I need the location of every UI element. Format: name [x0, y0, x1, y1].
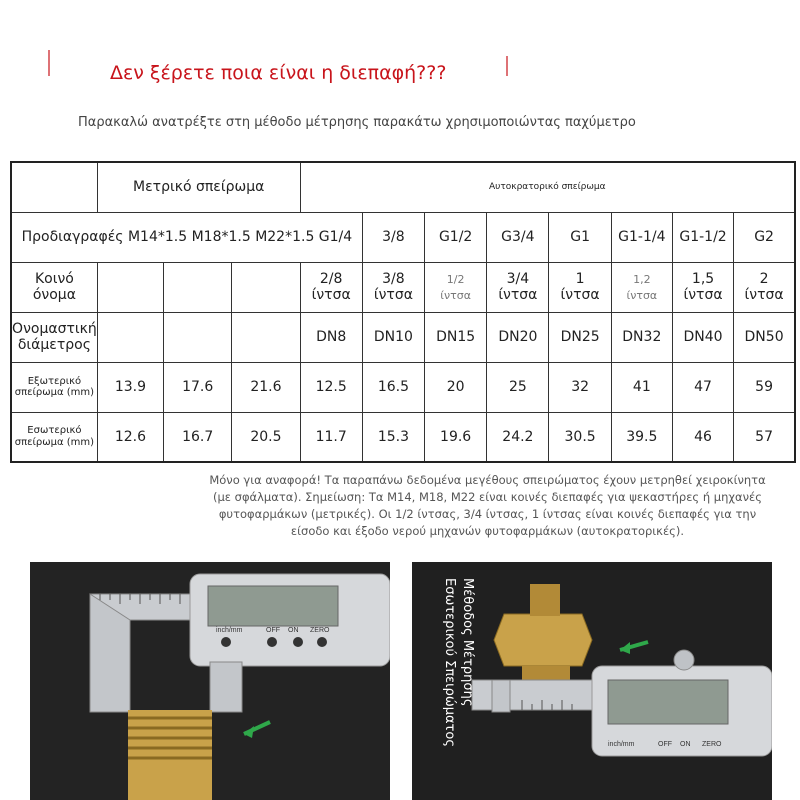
inner-cell: 15.3 [362, 412, 424, 462]
inner-cell: 39.5 [611, 412, 672, 462]
nominal-row-label: Ονομαστική διάμετρος [11, 312, 97, 362]
brass-hex-fitting [494, 614, 592, 666]
nominal-cell: DN32 [611, 312, 672, 362]
empty-cell [164, 262, 232, 312]
inner-cell: 19.6 [425, 412, 487, 462]
common-cell: 2 ίντσα [734, 262, 795, 312]
outer-cell: 17.6 [164, 362, 232, 412]
nominal-cell: DN40 [672, 312, 733, 362]
common-cell: 3/4 ίντσα [487, 262, 549, 312]
nominal-cell: DN8 [300, 312, 362, 362]
inner-cell: 11.7 [300, 412, 362, 462]
group-imperial-header: Αυτοκρατορικό σπείρωμα [300, 162, 795, 212]
lcd-screen [208, 586, 338, 626]
inner-cell: 16.7 [164, 412, 232, 462]
table-row-nominal [11, 312, 795, 362]
common-row-label: Κοινό όνομα [11, 262, 97, 312]
spec-cell: G3/4 [487, 212, 549, 262]
unit-button-label: inch/mm [608, 741, 635, 748]
spec-cell: G1-1/4 [611, 212, 672, 262]
title-accent-left [48, 50, 56, 76]
outer-cell: 16.5 [362, 362, 424, 412]
inner-row-label: Εσωτερικό σπείρωμα (mm) [11, 412, 97, 462]
page-subtitle: Παρακαλώ ανατρέξτε στη μέθοδο μέτρησης παρακάτω χρησιμοποιώντας παχύμετρο [78, 115, 636, 130]
empty-cell [164, 312, 232, 362]
photo-outer-thread-measurement [30, 562, 390, 800]
common-cell: 1/2 ίντσα [425, 262, 487, 312]
inner-measurement-caption: Μέθοδος Μέτρησης Εσωτερικού Σπειρώματος [442, 578, 475, 747]
spec-cell: 3/8 [362, 212, 424, 262]
caliper-outer-illustration [30, 562, 390, 800]
zero-button-label: ZERO [702, 741, 722, 748]
common-cell: 1 ίντσα [549, 262, 611, 312]
outer-cell: 12.5 [300, 362, 362, 412]
off-button-label: OFF [658, 741, 672, 748]
thumb-wheel [674, 650, 694, 670]
page-title: Δεν ξέρετε ποια είναι η διεπαφή??? [110, 62, 447, 84]
nominal-cell: DN20 [487, 312, 549, 362]
spec-cell: G1 [549, 212, 611, 262]
on-button-label: ON [680, 741, 691, 748]
empty-cell [97, 262, 163, 312]
zero-button-label: ZERO [310, 627, 330, 634]
inner-cell: 46 [672, 412, 733, 462]
inner-cell: 30.5 [549, 412, 611, 462]
common-cell: 1,5 ίντσα [672, 262, 733, 312]
off-button-label: OFF [266, 627, 280, 634]
table-row-common [11, 262, 795, 312]
on-button-label: ON [288, 627, 299, 634]
lcd-screen [608, 680, 728, 724]
outer-cell: 21.6 [232, 362, 300, 412]
empty-cell [232, 262, 300, 312]
nominal-cell: DN10 [362, 312, 424, 362]
spec-cell: G1-1/2 [672, 212, 733, 262]
inner-cell: 24.2 [487, 412, 549, 462]
nominal-cell: DN15 [425, 312, 487, 362]
inner-cell: 20.5 [232, 412, 300, 462]
outer-row-label: Εξωτερικό σπείρωμα (mm) [11, 362, 97, 412]
empty-cell [97, 312, 163, 362]
unit-button-label: inch/mm [216, 627, 243, 634]
nominal-cell: DN25 [549, 312, 611, 362]
outer-cell: 41 [611, 362, 672, 412]
reference-note: Μόνο για αναφορά! Τα παραπάνω δεδομένα μεγέθους σπειρώματος έχουν μετρηθεί χειροκίνητα (με σφάλματα). Σημείωση: Τα M14, M18, M22 είναι κοινές διεπαφές για ψεκαστήρες ή μηχανές φυτοφαρμάκων (μετρικές). Οι 1/2 ίντσας, 3/4 ίντσας, 1 ίντσας είναι κοινές διεπαφές για την είσοδο και έξοδο νερού μηχανών φυτοφαρμάκων (αυτοκρατορικές). [209, 473, 766, 538]
nominal-cell: DN50 [734, 312, 795, 362]
outer-cell: 32 [549, 362, 611, 412]
inner-cell: 57 [734, 412, 795, 462]
spec-cell: G1/2 [425, 212, 487, 262]
table-row-outer [11, 362, 795, 412]
title-accent-right [500, 56, 508, 76]
table-row-spec [11, 212, 795, 262]
brass-fitting [128, 710, 212, 800]
thread-spec-table [10, 161, 796, 463]
caliper-inner-jaw [492, 680, 510, 712]
inner-cell: 12.6 [97, 412, 163, 462]
common-cell: 3/8 ίντσα [362, 262, 424, 312]
group-metric-header: Μετρικό σπείρωμα [97, 162, 300, 212]
spec-row-label: Προδιαγραφές M14*1.5 M18*1.5 M22*1.5 G1/4 [11, 212, 362, 262]
brass-top [530, 584, 560, 616]
outer-cell: 59 [734, 362, 795, 412]
common-cell: 2/8 ίντσα [300, 262, 362, 312]
corner-cell [11, 162, 97, 212]
spec-cell: G2 [734, 212, 795, 262]
outer-cell: 20 [425, 362, 487, 412]
outer-cell: 13.9 [97, 362, 163, 412]
table-row-inner [11, 412, 795, 462]
common-cell: 1,2 ίντσα [611, 262, 672, 312]
caliper-moving-jaw [210, 662, 242, 712]
outer-cell: 25 [487, 362, 549, 412]
outer-cell: 47 [672, 362, 733, 412]
empty-cell [232, 312, 300, 362]
